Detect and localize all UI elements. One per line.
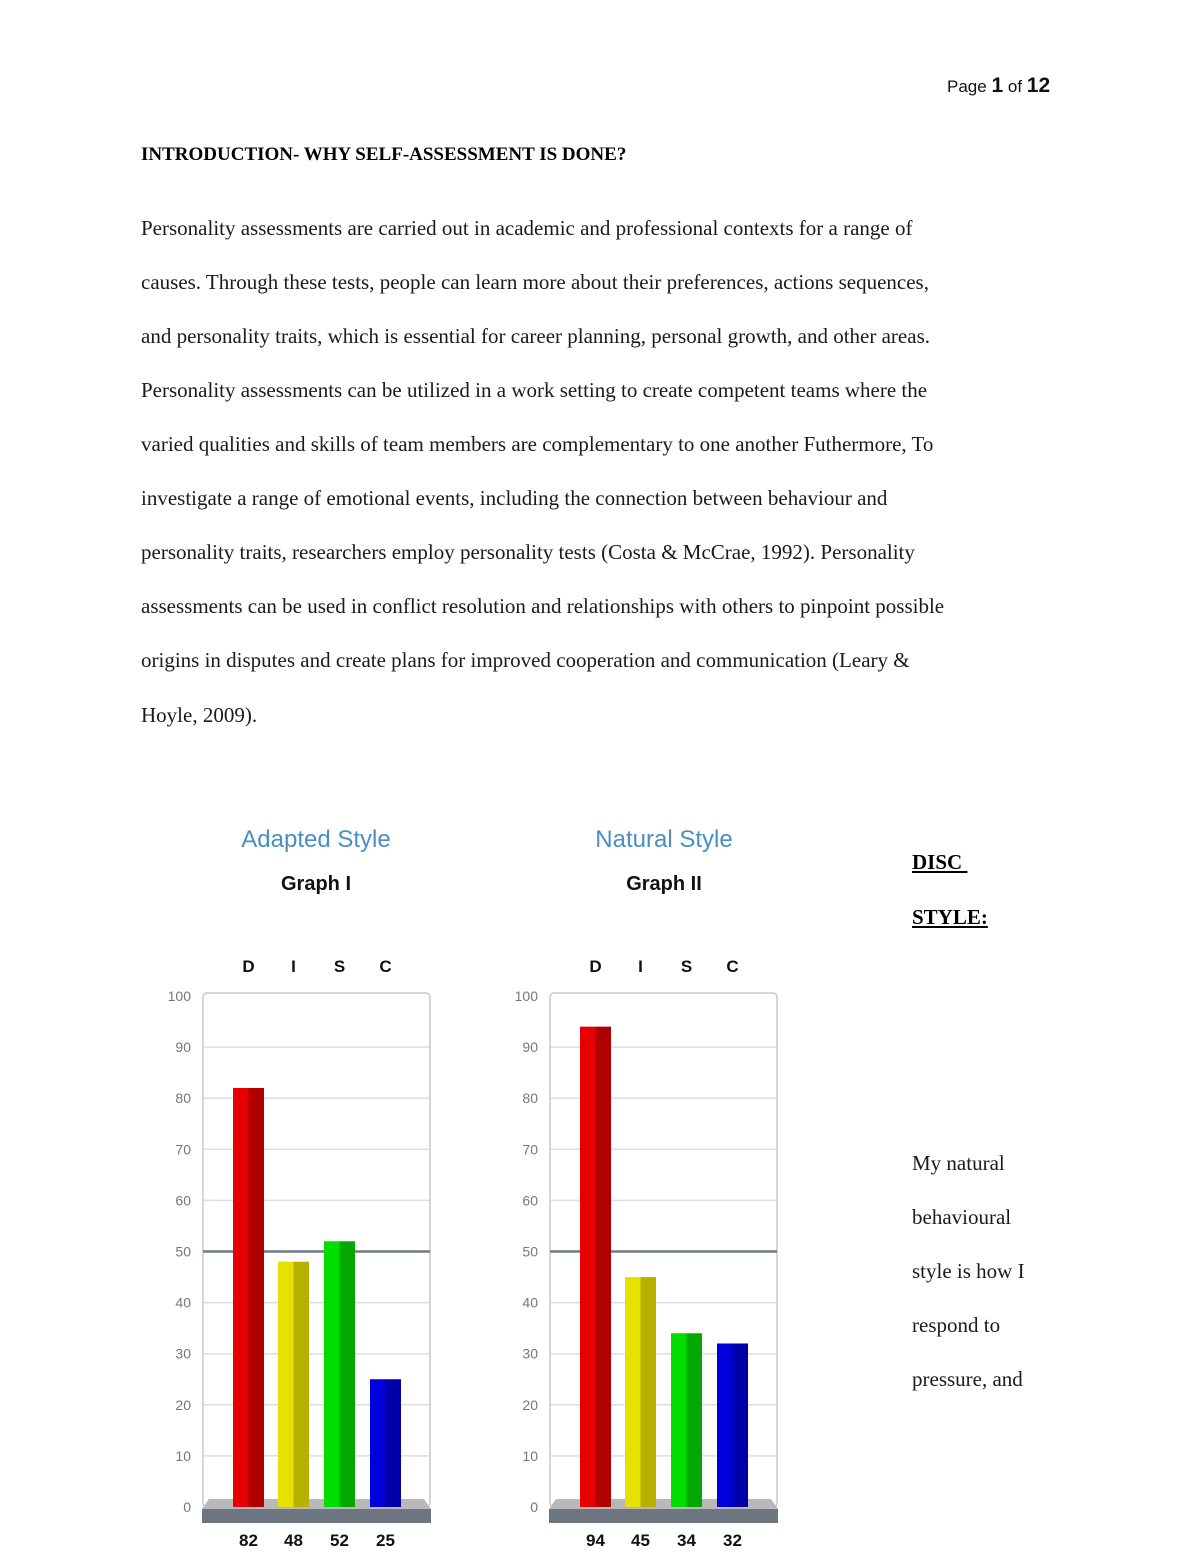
chart-title-natural: Natural Style (595, 826, 733, 853)
y-tick-label: 40 (522, 1294, 538, 1311)
value-label: 25 (376, 1531, 395, 1550)
y-tick-label: 50 (522, 1243, 538, 1260)
value-label: 32 (723, 1531, 742, 1550)
category-label: S (333, 957, 346, 976)
value-label: 45 (631, 1531, 650, 1550)
category-label: I (638, 957, 643, 976)
page-number-current: 1 (991, 74, 1004, 97)
body-line: Hoyle, 2009). (141, 703, 258, 727)
bar-shade-c (733, 1343, 749, 1507)
category-label: C (726, 957, 739, 976)
bar-shade-d (596, 1027, 612, 1507)
y-tick-label: 20 (522, 1396, 538, 1413)
chart-base-front (549, 1509, 778, 1523)
body-line: Personality assessments are carried out in academic and professional contexts for a range of (141, 216, 913, 240)
y-tick-label: 50 (175, 1243, 191, 1260)
bar-s (671, 1333, 687, 1507)
y-tick-label: 70 (522, 1141, 538, 1158)
body-line: personality traits, researchers employ personality tests (Costa & McCrae, 1992). Personality (141, 540, 915, 564)
side-text-line: My natural (912, 1151, 1005, 1175)
y-tick-label: 40 (175, 1294, 191, 1311)
page-number-prefix: Page (947, 77, 987, 96)
value-label: 82 (239, 1531, 258, 1550)
y-tick-label: 20 (175, 1396, 191, 1413)
y-tick-label: 0 (183, 1499, 191, 1515)
y-tick-label: 30 (175, 1345, 191, 1362)
y-tick-label: 60 (522, 1192, 538, 1209)
chart-subtitle-adapted: Graph I (280, 873, 351, 895)
y-tick-label: 70 (175, 1141, 191, 1158)
y-tick-label: 10 (522, 1447, 538, 1464)
side-heading-line: DISC (912, 850, 968, 874)
side-text-line: pressure, and (912, 1367, 1023, 1391)
bar-c (717, 1343, 733, 1507)
bar-shade-s (687, 1333, 703, 1507)
page-number-separator: of (1007, 77, 1023, 96)
bar-i (625, 1277, 641, 1507)
chart-title-adapted: Adapted Style (241, 826, 391, 853)
body-line: assessments can be used in conflict resolution and relationships with others to pinpoint possible (141, 594, 945, 618)
bar-d (580, 1027, 596, 1507)
category-label: I (291, 957, 296, 976)
y-tick-label: 30 (522, 1345, 538, 1362)
bar-shade-i (641, 1277, 657, 1507)
body-line: investigate a range of emotional events, including the connection between behaviour and (141, 486, 888, 510)
body-line: varied qualities and skills of team members are complementary to one another Futhermore, To (141, 432, 934, 456)
page-number-total: 12 (1026, 74, 1051, 97)
y-tick-label: 60 (175, 1192, 191, 1209)
body-line: origins in disputes and create plans for improved cooperation and communication (Leary & (141, 648, 910, 672)
y-tick-label: 10 (175, 1447, 191, 1464)
y-tick-label: 100 (514, 988, 538, 1004)
side-text-line: style is how I (912, 1259, 1025, 1283)
side-text-line: behavioural (912, 1205, 1012, 1229)
chart-subtitle-natural: Graph II (626, 873, 702, 895)
side-heading-line: STYLE: (912, 905, 988, 929)
value-label: 52 (330, 1531, 349, 1550)
y-tick-label: 0 (530, 1499, 538, 1515)
y-tick-label: 100 (167, 988, 191, 1004)
value-label: 48 (284, 1531, 303, 1550)
value-label: 34 (677, 1531, 696, 1550)
value-label: 94 (586, 1531, 605, 1550)
y-tick-label: 80 (522, 1090, 538, 1107)
category-label: D (589, 957, 602, 976)
y-tick-label: 90 (522, 1039, 538, 1056)
category-label: D (242, 957, 255, 976)
body-line: causes. Through these tests, people can learn more about their preferences, actions sequences, (141, 270, 929, 294)
category-label: S (680, 957, 693, 976)
body-line: and personality traits, which is essential for career planning, personal growth, and other areas. (141, 324, 930, 348)
y-tick-label: 80 (175, 1090, 191, 1107)
section-heading: INTRODUCTION- WHY SELF-ASSESSMENT IS DONE? (141, 144, 627, 165)
body-line: Personality assessments can be utilized in a work setting to create competent teams where the (141, 378, 928, 402)
y-tick-label: 90 (175, 1039, 191, 1056)
category-label: C (379, 957, 392, 976)
side-text-line: respond to (912, 1313, 1001, 1337)
